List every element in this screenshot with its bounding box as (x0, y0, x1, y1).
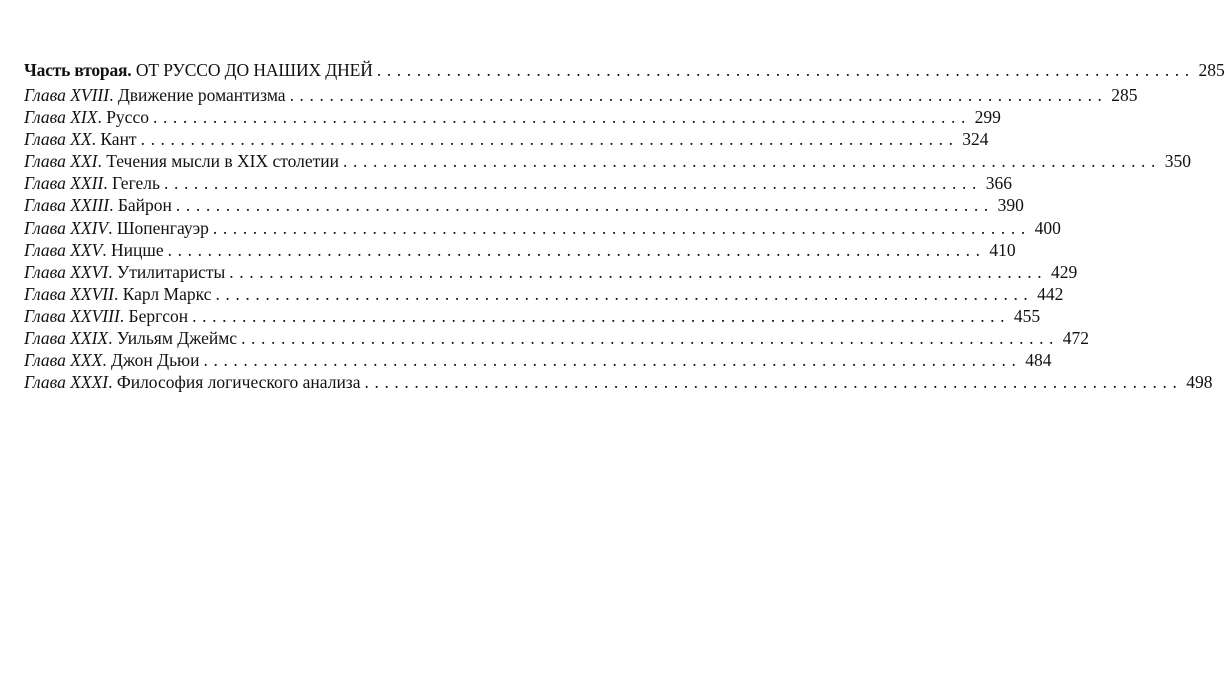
chapter-title: Шопенгауэр (116, 217, 209, 238)
chapter-entry (24, 261, 1078, 283)
dot-leader: .................................................................................. (376, 60, 1195, 80)
chapter-label (24, 172, 160, 194)
chapter-separator: . (109, 85, 118, 105)
dot-leader: .................................................................................. (229, 261, 1048, 282)
dot-leader: .................................................................................. (152, 107, 971, 128)
chapter-title: Философия логического анализа (116, 372, 361, 393)
chapter-title: Карл Маркс (122, 283, 212, 304)
chapter-label (24, 106, 149, 128)
chapter-label (24, 305, 188, 327)
chapter-separator: . (108, 261, 117, 282)
dot-leader: .................................................................................. (241, 328, 1060, 349)
chapter-label (24, 217, 209, 239)
chapter-entry (24, 217, 1061, 239)
chapter-entry (24, 84, 1138, 106)
page-number: 299 (974, 107, 1001, 128)
chapter-prefix: Глава XXXI (24, 372, 109, 393)
chapter-entry (24, 305, 1041, 327)
chapter-title: Джон Дьюи (111, 350, 200, 371)
chapter-entry (24, 239, 1016, 261)
chapter-label (24, 84, 286, 106)
chapter-list (24, 84, 1213, 393)
chapter-prefix: Глава XXVII (24, 283, 114, 304)
chapter-label (24, 194, 172, 216)
chapter-label (24, 283, 211, 305)
chapter-prefix: Глава XX (24, 129, 92, 150)
chapter-title: Бергсон (128, 305, 189, 326)
dot-leader: .................................................................................. (343, 151, 1161, 172)
page-number: 429 (1051, 261, 1078, 282)
page-number: 400 (1034, 217, 1061, 238)
chapter-prefix: Глава XXVIII (24, 305, 120, 326)
page-number: 410 (989, 239, 1016, 260)
dot-leader: .................................................................................. (364, 372, 1183, 393)
dot-leader: .................................................................................. (212, 217, 1031, 238)
chapter-label (24, 150, 339, 172)
chapter-prefix: Глава XXIII (24, 195, 110, 216)
chapter-prefix: Глава XXI (24, 151, 98, 172)
chapter-title: Ницше (111, 239, 164, 260)
chapter-entry (24, 150, 1191, 172)
chapter-label (24, 261, 225, 283)
dot-leader: .................................................................................. (167, 239, 986, 260)
chapter-separator: . (97, 151, 107, 172)
dot-leader: .................................................................................. (215, 283, 1034, 304)
chapter-label (24, 239, 164, 261)
table-of-contents (24, 57, 1225, 393)
chapter-title: Руссо (106, 107, 149, 128)
page-number: 366 (985, 173, 1012, 194)
chapter-prefix: Глава XVIII (24, 85, 110, 105)
chapter-separator: . (97, 107, 107, 128)
chapter-title: Течения мысли в XIX столетии (106, 151, 340, 172)
chapter-prefix: Глава XIX (24, 107, 98, 128)
page-number: 472 (1062, 328, 1090, 349)
dot-leader: .................................................................................. (203, 350, 1022, 371)
chapter-label (24, 128, 137, 150)
page-number: 484 (1025, 350, 1052, 371)
chapter-prefix: Глава XXX (24, 350, 103, 371)
chapter-separator: . (113, 283, 123, 304)
chapter-entry (24, 371, 1213, 393)
chapter-entry (24, 128, 989, 150)
page-number: 455 (1013, 305, 1041, 326)
chapter-entry (24, 283, 1064, 305)
chapter-label (24, 371, 361, 393)
page-number: 285 (1198, 60, 1225, 80)
chapter-separator: . (102, 350, 112, 371)
part-label (24, 57, 373, 84)
part-title: ОТ РУССО ДО НАШИХ ДНЕЙ (135, 60, 373, 80)
chapter-title: Кант (100, 129, 137, 150)
dot-leader: .................................................................................. (175, 195, 994, 216)
chapter-entry (24, 349, 1052, 371)
chapter-entry (24, 194, 1024, 216)
dot-leader: .................................................................................. (289, 85, 1108, 105)
chapter-separator: . (108, 372, 117, 393)
chapter-title: Байрон (117, 195, 172, 216)
chapter-separator: . (119, 305, 129, 326)
chapter-prefix: Глава XXVI (24, 261, 109, 282)
chapter-entry (24, 172, 1012, 194)
chapter-prefix: Глава XXII (24, 173, 104, 194)
chapter-title: Гегель (112, 173, 160, 194)
dot-leader: .................................................................................. (192, 305, 1011, 326)
chapter-separator: . (108, 217, 117, 238)
chapter-prefix: Глава XXIX (24, 328, 109, 349)
chapter-prefix: Глава XXV (24, 239, 103, 260)
dot-leader: .................................................................................. (164, 173, 982, 194)
chapter-entry (24, 327, 1090, 349)
page-number: 442 (1037, 283, 1064, 304)
chapter-title: Уильям Джеймс (116, 328, 238, 349)
chapter-separator: . (102, 239, 112, 260)
chapter-separator: . (109, 195, 118, 216)
chapter-title: Движение романтизма (117, 85, 286, 105)
chapter-separator: . (103, 173, 113, 194)
chapter-title: Утилитаристы (116, 261, 226, 282)
page-number: 285 (1111, 85, 1138, 105)
page-number: 324 (962, 129, 989, 150)
chapter-entry (24, 106, 1001, 128)
page-number: 350 (1164, 151, 1191, 172)
chapter-prefix: Глава XXIV (24, 217, 109, 238)
chapter-separator: . (91, 129, 101, 150)
chapter-label (24, 327, 237, 349)
page-number: 498 (1186, 372, 1213, 393)
chapter-separator: . (108, 328, 117, 349)
dot-leader: .................................................................................. (140, 129, 959, 150)
part-prefix: Часть вторая. (24, 60, 132, 80)
chapter-label (24, 349, 200, 371)
part-heading (24, 57, 1225, 84)
page-number: 390 (997, 195, 1024, 216)
